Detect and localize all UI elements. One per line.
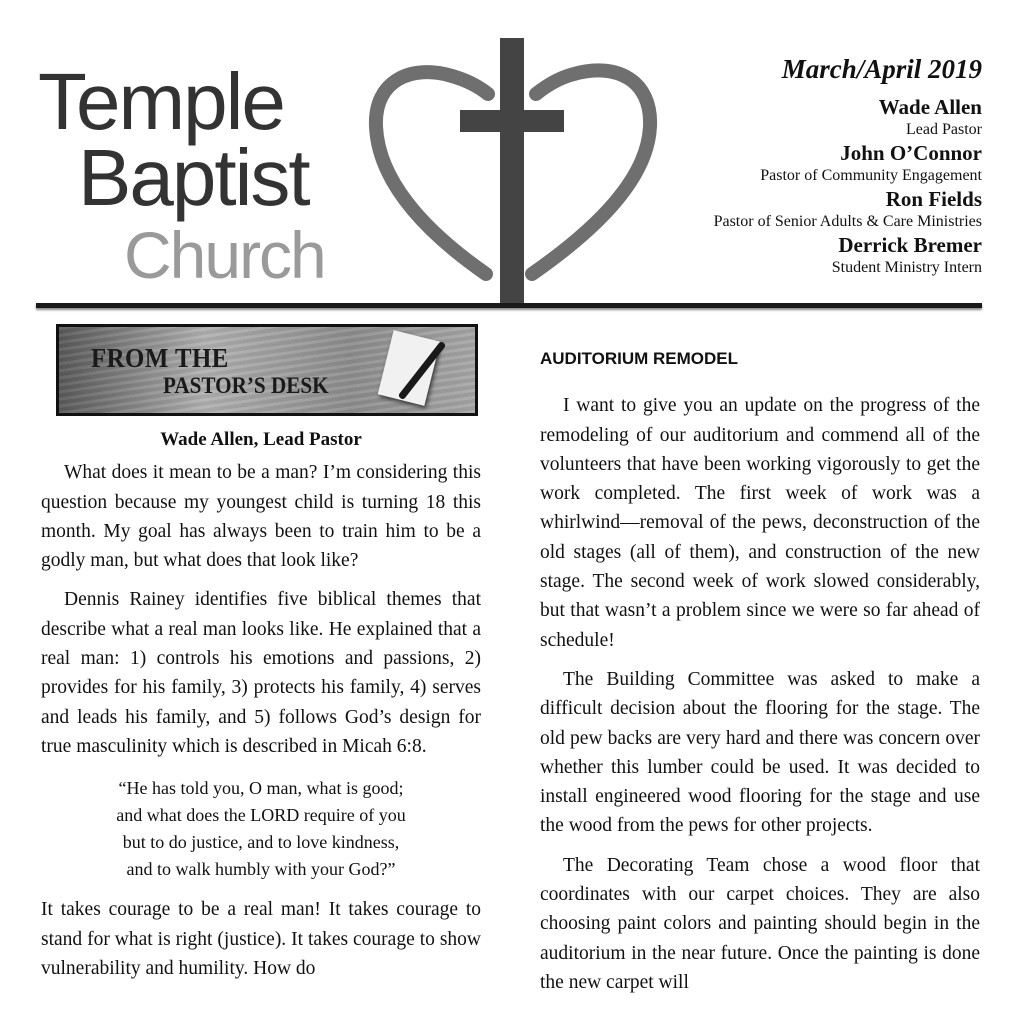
logo-word-church: Church — [124, 218, 325, 292]
staff-role: Pastor of Senior Adults & Care Ministries — [713, 213, 982, 230]
staff-name: John O’Connor — [840, 141, 982, 165]
article-paragraph: The Building Committee was asked to make a difficult decision about the flooring for the stage. The old pew backs are very hard and there was concern over whether this lumber could be used. It was decided to install engineered wood flooring for the stage and use the wood from the pews for other projects. — [540, 668, 980, 837]
verse-line: and what does the LORD require of you — [116, 805, 406, 826]
staff-name: Ron Fields — [885, 187, 982, 211]
verse-line: and to walk humbly with your God?” — [126, 859, 396, 880]
pastors-desk-banner — [56, 324, 478, 416]
article-paragraph: The Decorating Team chose a wood floor that coordinates with our carpet choices. They are also choosing paint colors and painting should begin in the auditorium in the near future. Once the painting is done the new carpet will — [540, 854, 980, 993]
article-paragraph: I want to give you an update on the progress of the remodeling of our auditorium and commend all of the volunteers that have been working vigorously to get the work completed. The first week of work was a whirlwind—removal of the pews, deconstruction of the old stages (all of them), and construction of the new stage. The second week of work slowed considerably, but that wasn’t a problem since we were so far ahead of schedule! — [540, 395, 980, 651]
byline: Wade Allen, Lead Pastor — [160, 429, 362, 450]
auditorium-column — [540, 338, 980, 1007]
header-info — [622, 54, 982, 279]
logo-word-temple: Temple — [38, 57, 284, 146]
banner-line-1: FROM THE — [91, 343, 229, 373]
section-heading: AUDITORIUM REMODEL — [540, 349, 739, 368]
staff-name: Derrick Bremer — [838, 233, 982, 257]
staff-role: Pastor of Community Engagement — [760, 167, 982, 184]
issue-date: March/April 2019 — [781, 54, 982, 84]
staff-name: Wade Allen — [878, 95, 982, 119]
verse-line: but to do justice, and to love kindness, — [122, 832, 400, 853]
verse-line: “He has told you, O man, what is good; — [118, 778, 404, 799]
header-divider — [36, 303, 982, 308]
paper-icon — [378, 330, 441, 406]
scripture-quote — [41, 775, 481, 883]
article-paragraph: What does it mean to be a man? I’m considering this question because my youngest child is turning 18 this month. My goal has always been to train him to be a godly man, but what does that look like? — [41, 462, 481, 572]
article-paragraph: It takes courage to be a real man! It takes courage to stand for what is right (justice). It takes courage to show vulnerability and humility. How do — [41, 899, 481, 979]
article-paragraph: Dennis Rainey identifies five biblical themes that describe what a real man looks like. He explained that a real man: 1) controls his emotions and passions, 2) provides for his family, 3) protects his family, 4) serves and leads his family, and 5) follows God’s design for true masculinity which is described in Micah 6:8. — [41, 589, 481, 757]
staff-role: Lead Pastor — [906, 121, 982, 138]
pastors-desk-column — [41, 425, 481, 993]
staff-role: Student Ministry Intern — [831, 259, 982, 276]
logo-word-baptist: Baptist — [78, 133, 309, 222]
banner-line-2: PASTOR’S DESK — [163, 373, 329, 398]
